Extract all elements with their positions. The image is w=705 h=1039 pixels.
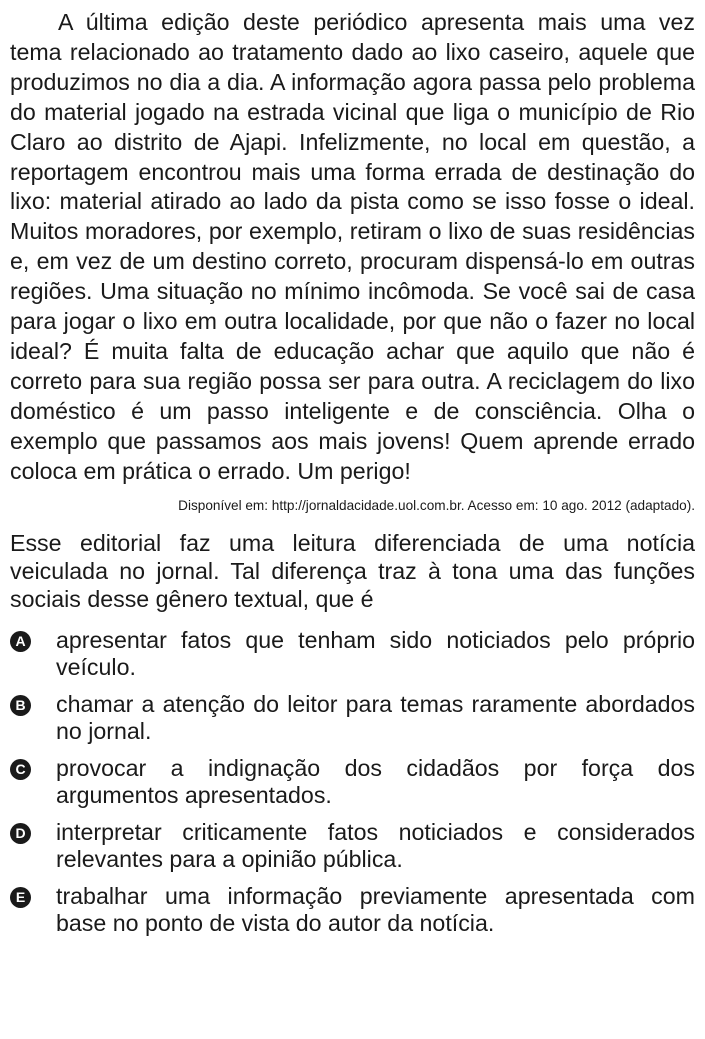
option-letter-badge: B	[10, 695, 31, 716]
option-text: trabalhar uma informação previamente apresentada com base no ponto de vista do autor da notícia.	[56, 882, 695, 936]
option-c[interactable]	[10, 755, 695, 809]
option-letter-badge: A	[10, 631, 31, 652]
question-stem: Esse editorial faz uma leitura diferenciada de uma notícia veiculada no jornal. Tal diferença traz à tona uma das funções sociais desse gênero textual, que é	[10, 529, 695, 612]
option-text: chamar a atenção do leitor para temas raramente abordados no jornal.	[56, 690, 695, 744]
option-d[interactable]	[10, 819, 695, 873]
option-text: provocar a indignação dos cidadãos por força dos argumentos apresentados.	[56, 754, 695, 808]
option-letter-badge: C	[10, 759, 31, 780]
option-letter-badge: E	[10, 887, 31, 908]
option-letter-badge: D	[10, 823, 31, 844]
option-text: apresentar fatos que tenham sido noticiados pelo próprio veículo.	[56, 626, 695, 680]
option-b[interactable]	[10, 691, 695, 745]
answer-options	[10, 627, 695, 937]
source-citation: Disponível em: http://jornaldacidade.uol.com.br. Acesso em: 10 ago. 2012 (adaptado).	[178, 497, 695, 513]
editorial-passage: A última edição deste periódico apresenta mais uma vez tema relacionado ao tratamento dado ao lixo caseiro, aquele que produzimos no dia a dia. A informação agora passa pelo problema do material jogado na estrada vicinal que liga o município de Rio Claro ao distrito de Ajapi. Infelizmente, no local em questão, a reportagem encontrou mais uma forma errada de destinação do lixo: material atirado ao lado da pista como se isso fosse o ideal. Muitos moradores, por exemplo, retiram o lixo de suas residências e, em vez de um destino correto, procuram dispensá-lo em outras regiões. Uma situação no mínimo incômoda. Se você sai de casa para jogar o lixo em outra localidade, por que não o fazer no local ideal? É muita falta de educação achar que aquilo que não é correto para sua região possa ser para outra. A reciclagem do lixo doméstico é um passo inteligente e de consciência. Olha o exemplo que passamos aos mais jovens! Quem aprende errado coloca em prática o errado. Um perigo!	[10, 9, 695, 484]
option-e[interactable]	[10, 883, 695, 937]
option-text: interpretar criticamente fatos noticiados e considerados relevantes para a opinião pública.	[56, 818, 695, 872]
option-a[interactable]	[10, 627, 695, 681]
